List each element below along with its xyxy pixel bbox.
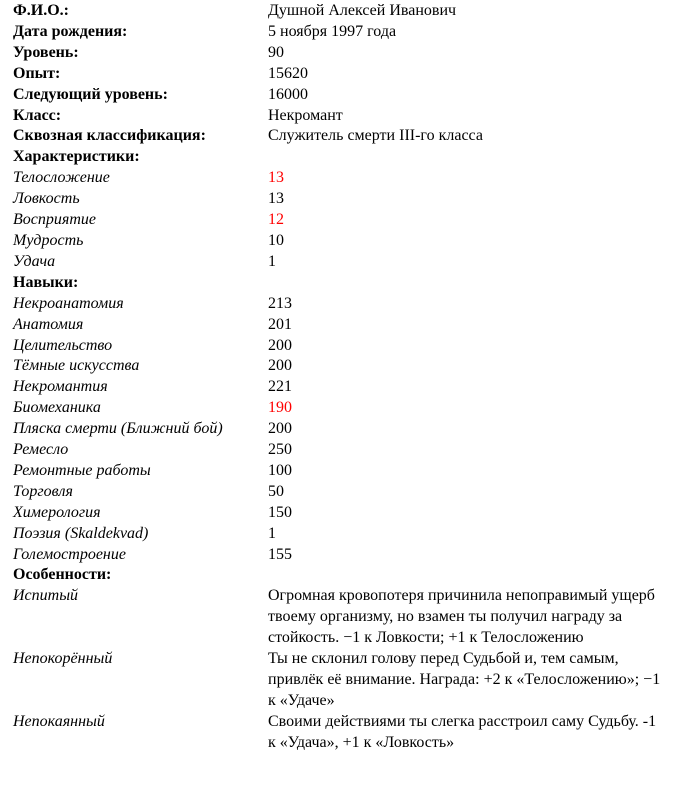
characteristic-row — [0, 210, 673, 231]
profile-row-class — [0, 106, 673, 127]
feature-label: Испитый — [13, 587, 79, 605]
characteristic-row — [0, 231, 673, 252]
characteristic-row — [0, 189, 673, 210]
features-heading: Особенности: — [13, 566, 112, 584]
profile-row-next-level — [0, 85, 673, 106]
profile-label: Опыт: — [13, 64, 61, 82]
skill-row — [0, 419, 673, 440]
characteristic-value: 13 — [268, 190, 284, 208]
skill-label: Некроанатомия — [13, 294, 124, 312]
skill-label: Ремонтные работы — [13, 461, 151, 479]
profile-row-birthdate — [0, 22, 673, 43]
profile-label: Следующий уровень: — [13, 85, 168, 103]
skill-value: 155 — [268, 545, 292, 563]
features-heading-row — [0, 565, 673, 586]
characteristic-label: Удача — [13, 252, 56, 270]
characteristic-row — [0, 168, 673, 189]
characteristic-label: Телосложение — [13, 169, 110, 187]
skills-heading: Навыки: — [13, 273, 79, 291]
characteristic-label: Ловкость — [13, 190, 80, 208]
skill-value: 213 — [268, 294, 292, 312]
skill-value: 1 — [268, 524, 276, 542]
profile-label: Сквозная классификация: — [13, 127, 206, 145]
profile-value: 5 ноября 1997 года — [268, 22, 397, 40]
skill-row — [0, 545, 673, 566]
skill-row — [0, 503, 673, 524]
feature-description: Огромная кровопотеря причинила непоправимый ущерб твоему организму, но взамен ты получил награду за стойкость. −1 к Ловкости; +1 к Телосложению — [268, 587, 655, 647]
profile-row-classification — [0, 126, 673, 147]
profile-value: Душной Алексей Иванович — [268, 2, 457, 19]
skill-value: 190 — [268, 399, 292, 417]
feature-label: Непокорённый — [13, 650, 113, 668]
skill-row — [0, 398, 673, 419]
skill-row — [0, 524, 673, 545]
characteristics-heading-row — [0, 147, 673, 168]
skill-value: 250 — [268, 441, 292, 459]
skill-label: Поэзия (Skaldekvad) — [13, 524, 149, 542]
profile-label: Уровень: — [13, 43, 79, 61]
skill-row — [0, 440, 673, 461]
skill-value: 201 — [268, 315, 292, 333]
profile-value: Некромант — [268, 106, 343, 124]
skill-value: 50 — [268, 482, 284, 500]
characteristic-value: 12 — [268, 211, 284, 229]
skill-label: Големостроение — [13, 545, 126, 563]
feature-row — [0, 586, 673, 649]
characteristic-label: Мудрость — [13, 231, 84, 249]
profile-value: 16000 — [268, 85, 308, 103]
profile-row-experience — [0, 64, 673, 85]
skill-value: 200 — [268, 420, 292, 438]
skill-value: 200 — [268, 357, 292, 375]
feature-description: Ты не склонил голову перед Судьбой и, тем самым, привлёк её внимание. Награда: +2 к «Телосложению»; −1 к «Удаче» — [268, 650, 661, 709]
skill-label: Биомеханика — [13, 399, 101, 417]
characteristic-value: 1 — [268, 252, 276, 270]
skill-label: Пляска смерти (Ближний бой) — [13, 420, 223, 438]
skill-row — [0, 461, 673, 482]
skill-label: Тёмные искусства — [13, 357, 140, 375]
skill-row — [0, 356, 673, 377]
skill-label: Ремесло — [13, 441, 69, 459]
skill-value: 150 — [268, 503, 292, 521]
profile-value: 90 — [268, 43, 284, 61]
skills-heading-row — [0, 273, 673, 294]
feature-row — [0, 649, 673, 712]
profile-label: Ф.И.О.: — [13, 2, 69, 19]
skill-value: 221 — [268, 378, 292, 396]
skill-row — [0, 315, 673, 336]
profile-value: 15620 — [268, 64, 308, 82]
skill-label: Анатомия — [13, 315, 84, 333]
skill-row — [0, 336, 673, 357]
skill-value: 200 — [268, 336, 292, 354]
profile-row-name — [0, 1, 673, 22]
profile-row-level — [0, 43, 673, 64]
profile-label: Дата рождения: — [13, 22, 128, 40]
feature-description: Своими действиями ты слегка расстроил саму Судьбу. -1 к «Удача», +1 к «Ловкость» — [268, 712, 657, 751]
skill-value: 100 — [268, 461, 292, 479]
characteristic-row — [0, 252, 673, 273]
skill-row — [0, 294, 673, 315]
skill-label: Целительство — [13, 336, 113, 354]
characteristics-heading: Характеристики: — [13, 148, 140, 166]
characteristic-label: Восприятие — [13, 211, 96, 229]
skill-row — [0, 482, 673, 503]
profile-label: Класс: — [13, 106, 62, 124]
skill-row — [0, 377, 673, 398]
feature-row — [0, 712, 673, 754]
skill-label: Торговля — [13, 482, 73, 500]
characteristic-value: 13 — [268, 169, 284, 187]
feature-label: Непокаянный — [13, 712, 105, 730]
skill-label: Химерология — [13, 503, 101, 521]
skill-label: Некромантия — [13, 378, 108, 396]
characteristic-value: 10 — [268, 231, 284, 249]
profile-value: Служитель смерти III-го класса — [268, 127, 483, 145]
